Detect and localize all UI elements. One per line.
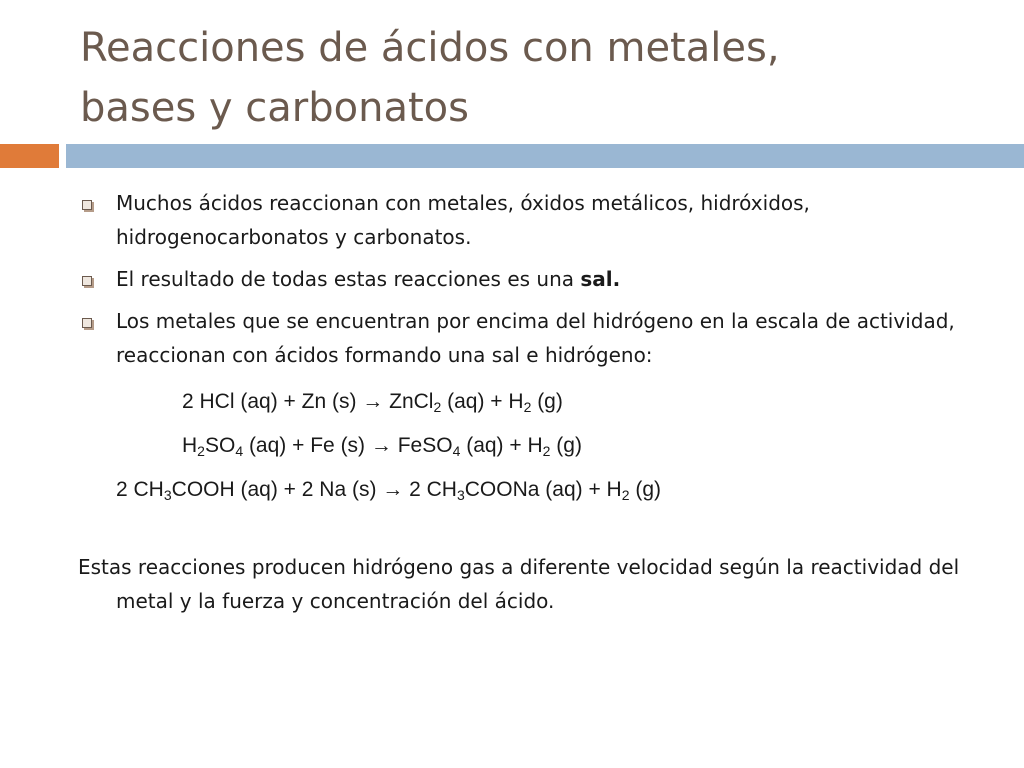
equation-h2so4-fe: $H_2SO_4$ (aq) + Fe (s) → FeSO$_4$ $(aq) + H_2$ (g) — [182, 434, 582, 459]
bullet-bold-word: sal. — [580, 267, 621, 291]
bullet-item — [78, 262, 978, 296]
slide-title — [80, 18, 980, 138]
equation-hcl-zn: 2 HCl (aq) + Zn (s) → ZnCl$_2$ $(aq) + H_2$ (g) — [182, 390, 563, 415]
equation-ch3cooh-na: 2 $CH_3COOH$ (aq) + 2 Na (s) → 2 $CH_3COONa$ $(aq) + H_2$ (g) — [116, 478, 662, 503]
square-bullet-icon — [82, 200, 92, 210]
bullet-text — [116, 262, 978, 296]
slide-title-line-1: Reacciones de ácidos con metales, — [80, 25, 780, 71]
accent-bar-blue — [66, 144, 1024, 168]
bullet-item — [78, 304, 978, 372]
accent-bar-orange — [0, 144, 59, 168]
square-bullet-icon — [82, 276, 92, 286]
slide-body — [78, 186, 978, 638]
bullet-text: Los metales que se encuentran por encima del hidrógeno en la escala de actividad, reaccionan con ácidos formando una sal e hidrógeno: — [116, 309, 955, 367]
closing-paragraph: Estas reacciones producen hidrógeno gas a diferente velocidad según la reactividad del metal y la fuerza y concentración del ácido. — [78, 555, 960, 613]
bullet-text-part: El resultado de todas estas reacciones es una — [116, 267, 581, 291]
bullet-text: Muchos ácidos reaccionan con metales, óxidos metálicos, hidróxidos, hidrogenocarbonatos y carbonatos. — [116, 191, 810, 249]
square-bullet-icon — [82, 318, 92, 328]
slide-title-line-2: bases y carbonatos — [80, 85, 469, 131]
bullet-item — [78, 186, 978, 254]
